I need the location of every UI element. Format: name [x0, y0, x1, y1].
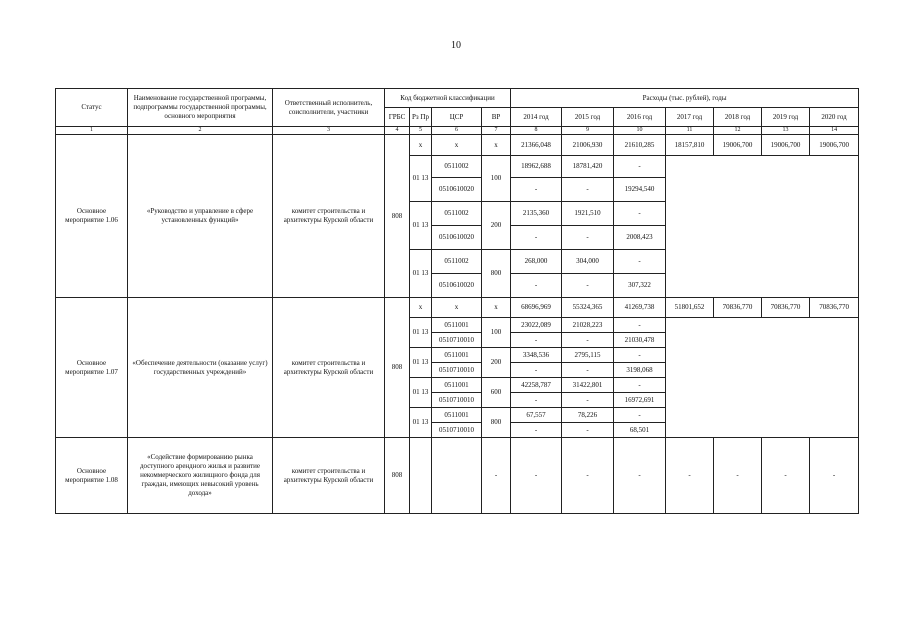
row-value: 3198,068 — [614, 363, 666, 378]
table-row — [56, 135, 859, 156]
row-value: - — [511, 178, 562, 202]
section-executor: комитет строительства и архитектуры Курской области — [273, 135, 385, 298]
row-value: - — [511, 274, 562, 298]
header-year: 2018 год — [714, 108, 762, 127]
total-vr: х — [482, 298, 511, 318]
column-number: 6 — [432, 127, 482, 135]
row-value: 304,000 — [562, 250, 614, 274]
row-value: - — [614, 202, 666, 226]
row-value: - — [762, 438, 810, 514]
total-value: 21610,285 — [614, 135, 666, 156]
total-value: 68696,969 — [511, 298, 562, 318]
empty-cell — [666, 318, 859, 438]
section-grbs: 808 — [385, 135, 410, 298]
header-program-name: Наименование государственной программы, подпрограммы государственной программы, основного мероприятия — [128, 89, 273, 127]
total-rzpr: х — [410, 298, 432, 318]
total-value: 55324,365 — [562, 298, 614, 318]
row-csr: 0510710010 — [432, 423, 482, 438]
group-rzpr: 01 13 — [410, 378, 432, 408]
column-number: 4 — [385, 127, 410, 135]
row-value: - — [810, 438, 859, 514]
row-csr: 0511001 — [432, 348, 482, 363]
section-executor: комитет строительства и архитектуры Курской области — [273, 298, 385, 438]
row-csr: 0510610020 — [432, 274, 482, 298]
empty-cell — [432, 438, 482, 514]
group-rzpr: 01 13 — [410, 348, 432, 378]
section-executor: комитет строительства и архитектуры Курской области — [273, 438, 385, 514]
row-value: 1921,510 — [562, 202, 614, 226]
column-number: 9 — [562, 127, 614, 135]
total-rzpr: х — [410, 135, 432, 156]
total-csr: х — [432, 298, 482, 318]
row-value: 78,226 — [562, 408, 614, 423]
column-number: 10 — [614, 127, 666, 135]
row-value: 19294,540 — [614, 178, 666, 202]
table-row — [56, 438, 859, 514]
group-vr: 800 — [482, 250, 511, 298]
section-name: «Содействие формированию рынка доступного арендного жилья и развитие некоммерческого жилищного фонда для граждан, имеющих невысокий уровень дохода» — [128, 438, 273, 514]
group-vr: 800 — [482, 408, 511, 438]
row-value: - — [482, 438, 511, 514]
group-rzpr: 01 13 — [410, 202, 432, 250]
row-csr: 0511002 — [432, 156, 482, 178]
column-number: 7 — [482, 127, 511, 135]
row-value: - — [614, 348, 666, 363]
group-rzpr: 01 13 — [410, 156, 432, 202]
row-value: - — [614, 318, 666, 333]
group-vr: 200 — [482, 348, 511, 378]
row-value: - — [714, 438, 762, 514]
column-number: 5 — [410, 127, 432, 135]
total-value: 70836,770 — [762, 298, 810, 318]
header-budget-code: Код бюджетной классификации — [385, 89, 511, 108]
row-value: 18962,688 — [511, 156, 562, 178]
section-name: «Руководство и управление в сфере установленных функций» — [128, 135, 273, 298]
row-value: 268,000 — [511, 250, 562, 274]
row-csr: 0511001 — [432, 318, 482, 333]
column-number: 13 — [762, 127, 810, 135]
total-value: 18157,810 — [666, 135, 714, 156]
row-csr: 0510710010 — [432, 393, 482, 408]
header-vr: ВР — [482, 108, 511, 127]
row-value: - — [511, 393, 562, 408]
row-value: 307,322 — [614, 274, 666, 298]
row-value: 2795,115 — [562, 348, 614, 363]
header-year: 2014 год — [511, 108, 562, 127]
header-year: 2020 год — [810, 108, 859, 127]
row-csr: 0510710010 — [432, 363, 482, 378]
group-vr: 200 — [482, 202, 511, 250]
section-status: Основное мероприятие 1.07 — [56, 298, 128, 438]
row-value: 31422,801 — [562, 378, 614, 393]
row-csr: 0510610020 — [432, 226, 482, 250]
row-value: 2135,360 — [511, 202, 562, 226]
header-grbs: ГРБС — [385, 108, 410, 127]
row-value: 67,557 — [511, 408, 562, 423]
row-csr: 0510710010 — [432, 333, 482, 348]
group-rzpr: 01 13 — [410, 408, 432, 438]
total-csr: х — [432, 135, 482, 156]
row-value: - — [614, 438, 666, 514]
row-value: - — [562, 274, 614, 298]
row-value: - — [562, 333, 614, 348]
row-value: - — [614, 408, 666, 423]
column-number: 11 — [666, 127, 714, 135]
column-number-row — [56, 127, 859, 135]
group-rzpr: 01 13 — [410, 250, 432, 298]
header-year: 2016 год — [614, 108, 666, 127]
row-value: - — [562, 226, 614, 250]
row-value: 3348,536 — [511, 348, 562, 363]
row-value: 18781,420 — [562, 156, 614, 178]
row-value: 42258,787 — [511, 378, 562, 393]
row-value: - — [614, 250, 666, 274]
total-value: 70836,770 — [714, 298, 762, 318]
total-value: 19006,700 — [762, 135, 810, 156]
empty-cell — [666, 156, 859, 298]
column-number: 12 — [714, 127, 762, 135]
budget-table — [55, 88, 859, 514]
total-value: 21366,048 — [511, 135, 562, 156]
column-number: 1 — [56, 127, 128, 135]
total-value: 21006,930 — [562, 135, 614, 156]
row-csr: 0511001 — [432, 378, 482, 393]
row-value: - — [562, 393, 614, 408]
header-year: 2017 год — [666, 108, 714, 127]
group-vr: 600 — [482, 378, 511, 408]
group-rzpr: 01 13 — [410, 318, 432, 348]
row-value: - — [666, 438, 714, 514]
group-vr: 100 — [482, 156, 511, 202]
total-value: 41269,738 — [614, 298, 666, 318]
section-status: Основное мероприятие 1.08 — [56, 438, 128, 514]
total-value: 19006,700 — [714, 135, 762, 156]
row-value: 21030,478 — [614, 333, 666, 348]
page-number: 10 — [451, 40, 461, 51]
total-vr: х — [482, 135, 511, 156]
row-value: - — [562, 438, 614, 514]
total-value: 19006,700 — [810, 135, 859, 156]
row-csr: 0511002 — [432, 202, 482, 226]
row-value: - — [562, 363, 614, 378]
header-year: 2019 год — [762, 108, 810, 127]
section-name: «Обеспечение деятельности (оказание услуг) государственных учреждений» — [128, 298, 273, 438]
row-value: - — [511, 363, 562, 378]
column-number: 8 — [511, 127, 562, 135]
table-row — [56, 298, 859, 318]
empty-cell — [410, 438, 432, 514]
row-value: - — [562, 178, 614, 202]
row-value: - — [562, 423, 614, 438]
header-expenses: Расходы (тыс. рублей), годы — [511, 89, 859, 108]
group-vr: 100 — [482, 318, 511, 348]
row-csr: 0511002 — [432, 250, 482, 274]
section-grbs: 808 — [385, 438, 410, 514]
column-number: 3 — [273, 127, 385, 135]
section-grbs: 808 — [385, 298, 410, 438]
row-csr: 0511001 — [432, 408, 482, 423]
row-value: - — [511, 438, 562, 514]
row-value: - — [614, 378, 666, 393]
column-number: 14 — [810, 127, 859, 135]
column-number: 2 — [128, 127, 273, 135]
row-value: - — [614, 156, 666, 178]
header-status: Статус — [56, 89, 128, 127]
header-year: 2015 год — [562, 108, 614, 127]
header-csr: ЦСР — [432, 108, 482, 127]
row-value: - — [511, 226, 562, 250]
total-value: 51801,652 — [666, 298, 714, 318]
total-value: 70836,770 — [810, 298, 859, 318]
header-rzpr: Рз Пр — [410, 108, 432, 127]
header-executor: Ответственный исполнитель, соисполнители, участники — [273, 89, 385, 127]
row-csr: 0510610020 — [432, 178, 482, 202]
section-status: Основное мероприятие 1.06 — [56, 135, 128, 298]
row-value: - — [511, 423, 562, 438]
header-row — [56, 89, 859, 108]
row-value: 21028,223 — [562, 318, 614, 333]
row-value: 68,501 — [614, 423, 666, 438]
row-value: 2008,423 — [614, 226, 666, 250]
row-value: - — [511, 333, 562, 348]
row-value: 23022,089 — [511, 318, 562, 333]
row-value: 16972,691 — [614, 393, 666, 408]
